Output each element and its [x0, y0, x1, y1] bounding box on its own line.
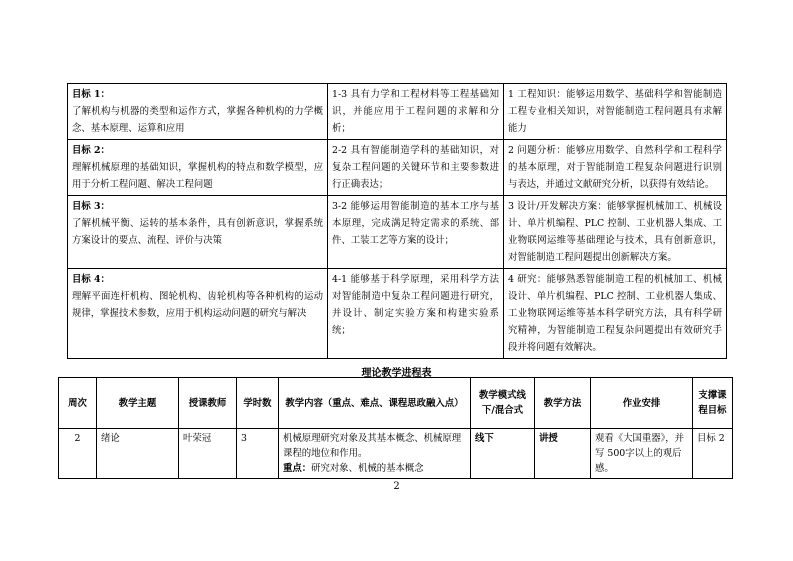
objective-title: 目标 2： — [72, 145, 110, 156]
indicator-cell: 4-1 能够基于科学原理，采用科学方法对智能制造中复杂工程问题进行研究，并设计、制定实验方案和构建实验系统； — [328, 269, 504, 359]
objective-row — [68, 269, 727, 359]
header-homework: 作业安排 — [591, 378, 693, 429]
objective-description: 了解机构与机器的类型和运作方式，掌握各种机构的力学概念、基本原理、运算和应用 — [72, 106, 323, 134]
objective-cell — [68, 84, 328, 140]
requirement-cell: 4 研究：能够熟悉智能制造工程的机械加工、机械设计、单片机编程、PLC 控制、工业机器人集成、工业物联网运维等基本科学研究方法，具有科学研究精神，为智能制造工程复杂问题提出有效研究手段并将问题有效解决。 — [504, 269, 727, 359]
objectives-table — [67, 83, 727, 359]
schedule-table — [58, 377, 733, 479]
header-method: 教学方法 — [535, 378, 591, 429]
key-point-label: 重点： — [283, 463, 312, 474]
content-text: 机械原理研究对象及其基本概念、机械原理课程的地位和作用。 — [283, 433, 462, 459]
objective-cell — [68, 196, 328, 269]
indicator-cell: 1-3 具有力学和工程材料等工程基础知识，并能应用于工程问题的求解和分析； — [328, 84, 504, 140]
objective-title: 目标 3： — [72, 201, 110, 212]
homework-cell: 观看《大国重器》，并写 500字以上的观后感。 — [591, 429, 693, 479]
topic-cell: 绪论 — [97, 429, 179, 479]
table-row — [59, 429, 733, 479]
header-target: 支撑课程目标 — [693, 378, 733, 429]
objective-row — [68, 196, 727, 269]
key-point-text: 研究对象、机械的基本概念 — [311, 463, 424, 474]
requirement-cell: 1 工程知识：能够运用数学、基础科学和智能制造工程专业相关知识，对智能制造工程问题具有求解能力 — [504, 84, 727, 140]
page-number: 2 — [393, 481, 400, 492]
content-cell — [279, 429, 471, 479]
objective-title: 目标 1： — [72, 89, 110, 100]
objective-description: 理解平面连杆机构、图轮机构、齿轮机构等各种机构的运动规律，掌握技术参数，应用于机构运动问题的研究与解决 — [72, 291, 323, 319]
indicator-cell: 3-2 能够运用智能制造的基本工序与基本原理，完成满足特定需求的系统、部件、工装工艺等方案的设计； — [328, 196, 504, 269]
objective-cell — [68, 269, 328, 359]
indicator-cell: 2-2 具有智能制造学科的基础知识，对复杂工程问题的关键环节和主要参数进行正确表达； — [328, 140, 504, 196]
header-mode: 教学模式线下/混合式 — [471, 378, 535, 429]
requirement-cell: 3 设计/开发解决方案：能够掌握机械加工、机械设计、单片机编程、PLC 控制、工业机器人集成、工业物联网运维等基础理论与技术，具有创新意识，对智能制造工程问题提出创新解决方案。 — [504, 196, 727, 269]
header-hours: 学时数 — [237, 378, 279, 429]
objective-row — [68, 140, 727, 196]
teacher-cell: 叶荣冠 — [179, 429, 237, 479]
objective-description: 了解机械平衡、运转的基本条件，具有创新意识，掌握系统方案设计的要点、流程、评价与决策 — [72, 218, 323, 246]
header-content: 教学内容（重点、难点、课程思政融入点） — [279, 378, 471, 429]
hours-cell: 3 — [237, 429, 279, 479]
week-cell: 2 — [59, 429, 97, 479]
objective-title: 目标 4： — [72, 274, 110, 285]
header-topic: 教学主题 — [97, 378, 179, 429]
objective-description: 理解机械原理的基础知识，掌握机构的特点和数学模型，应用于分析工程问题、解决工程问题 — [72, 162, 323, 190]
mode-cell: 线下 — [471, 429, 535, 479]
method-cell: 讲授 — [535, 429, 591, 479]
header-week: 周次 — [59, 378, 97, 429]
header-teacher: 授课教师 — [179, 378, 237, 429]
objective-cell — [68, 140, 328, 196]
requirement-cell: 2 问题分析：能够应用数学、自然科学和工程科学的基本原理，对于智能制造工程复杂问题进行识别与表达，并通过文献研究分析，以获得有效结论。 — [504, 140, 727, 196]
schedule-header-row — [59, 378, 733, 429]
objective-row — [68, 84, 727, 140]
target-cell: 目标 2 — [693, 429, 733, 479]
schedule-title: 理论教学进程表 — [361, 368, 432, 379]
